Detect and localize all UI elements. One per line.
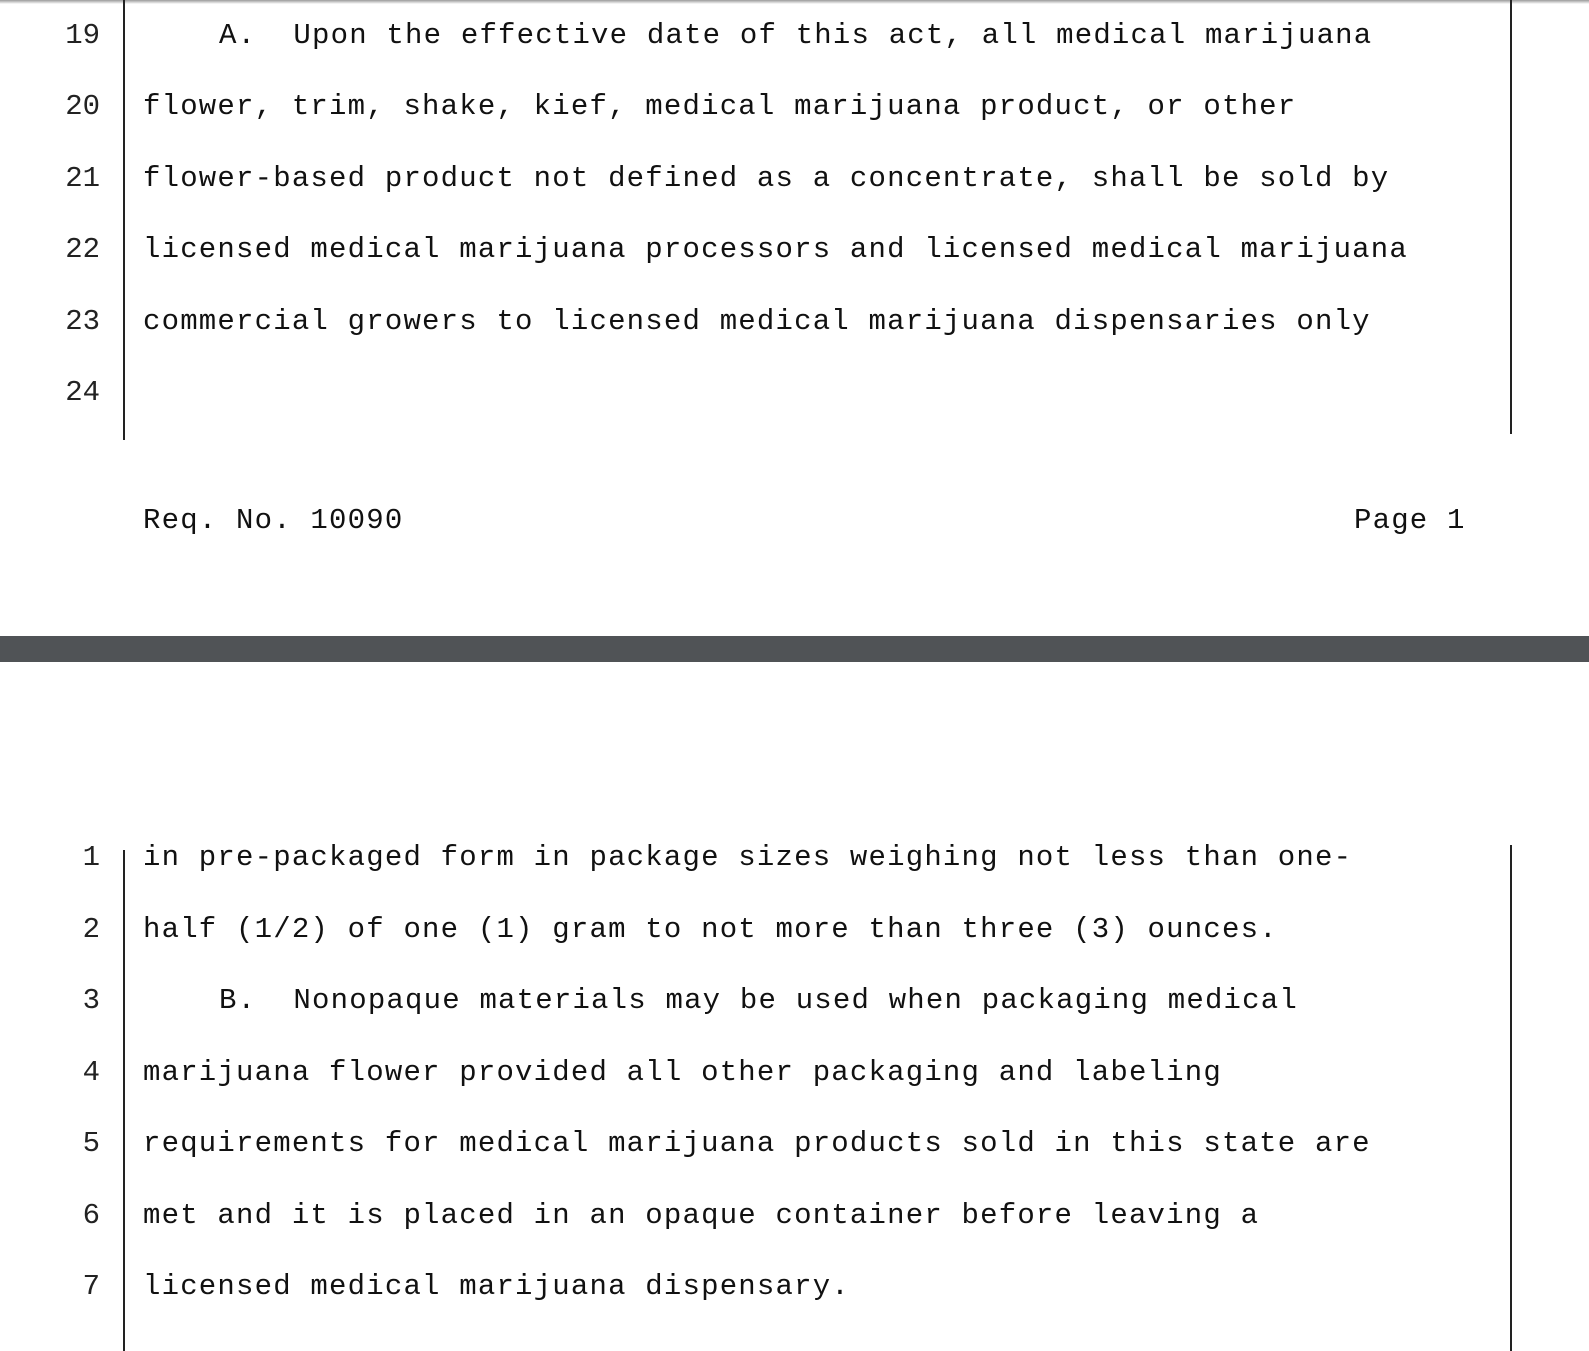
line-number: 1 [82,841,100,874]
line-number: 7 [82,1270,100,1303]
line-text: licensed medical marijuana dispensary. [143,1270,850,1303]
text-line [0,981,1589,1021]
line-text: A. Upon the effective date of this act, all medical marijuana [219,19,1373,52]
line-text: marijuana flower provided all other packaging and labeling [143,1056,1222,1089]
request-number: Req. No. 10090 [143,504,404,537]
text-line [0,373,1589,413]
line-number: 24 [65,376,100,409]
line-text: requirements for medical marijuana products sold in this state are [143,1127,1371,1160]
text-line [0,1267,1589,1307]
text-line [0,230,1589,270]
text-line [0,87,1589,127]
line-text: in pre-packaged form in package sizes weighing not less than one- [143,841,1353,874]
text-line [0,838,1589,878]
line-number: 4 [82,1056,100,1089]
text-line [0,1196,1589,1236]
line-number: 19 [65,19,100,52]
page-number: Page 1 [1354,504,1466,537]
line-number: 2 [82,913,100,946]
text-line [0,1124,1589,1164]
line-text: flower-based product not defined as a concentrate, shall be sold by [143,162,1390,195]
line-number: 3 [82,984,100,1017]
text-line [0,1053,1589,1093]
document-page-1 [0,0,1589,636]
line-number: 6 [82,1199,100,1232]
line-number: 21 [65,162,100,195]
line-text: B. Nonopaque materials may be used when packaging medical [219,984,1298,1017]
line-number: 20 [65,90,100,123]
line-number: 22 [65,233,100,266]
line-number: 5 [82,1127,100,1160]
document-page-2 [0,662,1589,1351]
page-top-shadow [0,0,1589,4]
line-number: 23 [65,305,100,338]
text-line [0,16,1589,56]
text-line [0,302,1589,342]
page-separator [0,636,1589,662]
line-text: half (1/2) of one (1) gram to not more than three (3) ounces. [143,913,1278,946]
line-text: met and it is placed in an opaque container before leaving a [143,1199,1260,1232]
line-text: flower, trim, shake, kief, medical marijuana product, or other [143,90,1297,123]
line-text: licensed medical marijuana processors and licensed medical marijuana [143,233,1408,266]
text-line [0,910,1589,950]
text-line [0,159,1589,199]
right-margin-rule [1510,0,1512,434]
line-text: commercial growers to licensed medical marijuana dispensaries only [143,305,1371,338]
